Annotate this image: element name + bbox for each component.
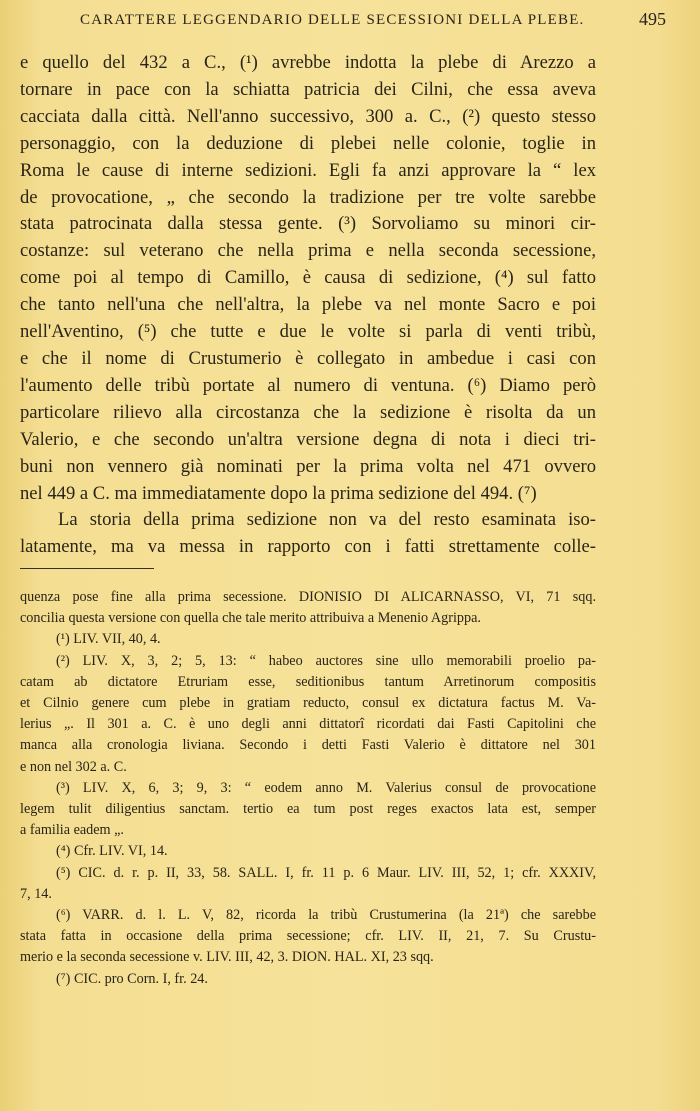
footnote-line: manca alla cronologia liviana. Secondo i detti Fasti Valerio è dittatore nel 301 [20,737,596,754]
footnote-line: a familia eadem „. [20,822,124,839]
footnote-line: et Cilnio genere cum plebe in gratiam reducto, consul ex dictatura factus M. Va- [20,695,596,712]
footnote-line: e non nel 302 a. C. [20,758,127,775]
footnote-line: 7, 14. [20,885,52,902]
body-line: come poi al tempo di Camillo, è causa di sedizione, (⁴) sul fatto [20,267,596,289]
body-text [20,50,596,561]
footnote-line: (³) LIV. X, 6, 3; 9, 3: “ eodem anno M. Valerius consul de provocatione [56,779,596,796]
body-line: Valerio, e che secondo un'altra versione degna di nota i dieci tri- [20,428,596,450]
footnote-line: (⁷) CIC. pro Corn. I, fr. 24. [56,970,208,987]
footnote-line: lerius „. Il 301 a. C. è uno degli anni dittatorî ricordati dai Fasti Capitolini che [20,716,596,733]
footnote-separator [20,568,154,569]
footnote-line: stata fatta in occasione della prima secessione; cfr. LIV. II, 21, 7. Su Crustu- [20,928,596,945]
body-line: e quello del 432 a C., (¹) avrebbe indotta la plebe di Arezzo a [20,52,596,73]
footnote-line: (⁴) Cfr. LIV. VI, 14. [56,843,168,860]
body-line: l'aumento delle tribù portate al numero di ventuna. (⁶) Diamo però [20,374,596,396]
footnote-line: concilia questa versione con quella che tale merito attribuiva a Menenio Agrippa. [20,610,481,627]
body-line: tornare in pace con la schiatta patricia dei Cilni, che essa aveva [20,78,596,100]
body-line: de provocatione, „ che secondo la tradizione per tre volte sarebbe [20,186,596,208]
page-number: 495 [639,9,666,29]
footnotes [20,587,596,990]
body-line: personaggio, con la deduzione di plebei nelle colonie, toglie in [20,132,596,154]
body-line: buni non vennero già nominati per la prima volta nel 471 ovvero [20,455,596,477]
running-head-title: CARATTERE LEGGENDARIO DELLE SECESSIONI DELLA PLEBE. [80,12,585,28]
body-line: stata patrocinata dalla stessa gente. (³) Sorvoliamo su minori cir- [20,213,596,235]
body-line: particolare rilievo alla circostanza che la sedizione è risolta da un [20,401,596,423]
body-line: che tanto nell'una che nell'altra, la plebe va nel monte Sacro e poi [20,294,596,316]
body-line: Roma le cause di interne sedizioni. Egli fa anzi approvare la “ lex [20,159,596,181]
footnote-line: merio e la seconda secessione v. LIV. III, 42, 3. DION. HAL. XI, 23 sqq. [20,949,434,966]
body-line: nel 449 a C. ma immediatamente dopo la prima sedizione del 494. (⁷) [20,482,537,504]
body-line: cacciata dalla città. Nell'anno successivo, 300 a. C., (²) questo stesso [20,105,596,127]
body-line: latamente, ma va messa in rapporto con i fatti strettamente colle- [20,536,596,558]
body-line: e che il nome di Crustumerio è collegato in ambedue i casi con [20,347,596,369]
footnote-line: catam ab dictatore Etruriam esse, seditionibus tantum Arretinorum compositis [20,673,596,690]
footnote-line: quenza pose fine alla prima secessione. DIONISIO DI ALICARNASSO, VI, 71 sqq. [20,589,596,605]
footnote-line: (⁵) CIC. d. r. p. II, 33, 58. SALL. I, fr. 11 p. 6 Maur. LIV. III, 52, 1; cfr. XXXIV, [56,864,596,881]
body-line: La storia della prima sedizione non va del resto esaminata iso- [58,509,596,531]
body-line: nell'Aventino, (⁵) che tutte e due le volte si parla di venti tribù, [20,321,596,343]
footnote-line: (²) LIV. X, 3, 2; 5, 13: “ habeo auctores sine ullo memorabili proelio pa- [56,652,596,669]
footnote-line: (¹) LIV. VII, 40, 4. [56,631,161,648]
footnote-line: (⁶) VARR. d. l. L. V, 82, ricorda la tribù Crustumerina (la 21ª) che sarebbe [56,907,596,924]
footnote-line: legem tulit diligentius sanctam. tertio ea tum post reges exactos lata est, semper [20,801,596,818]
body-line: costanze: sul veterano che nella prima e nella seconda secessione, [20,240,596,262]
